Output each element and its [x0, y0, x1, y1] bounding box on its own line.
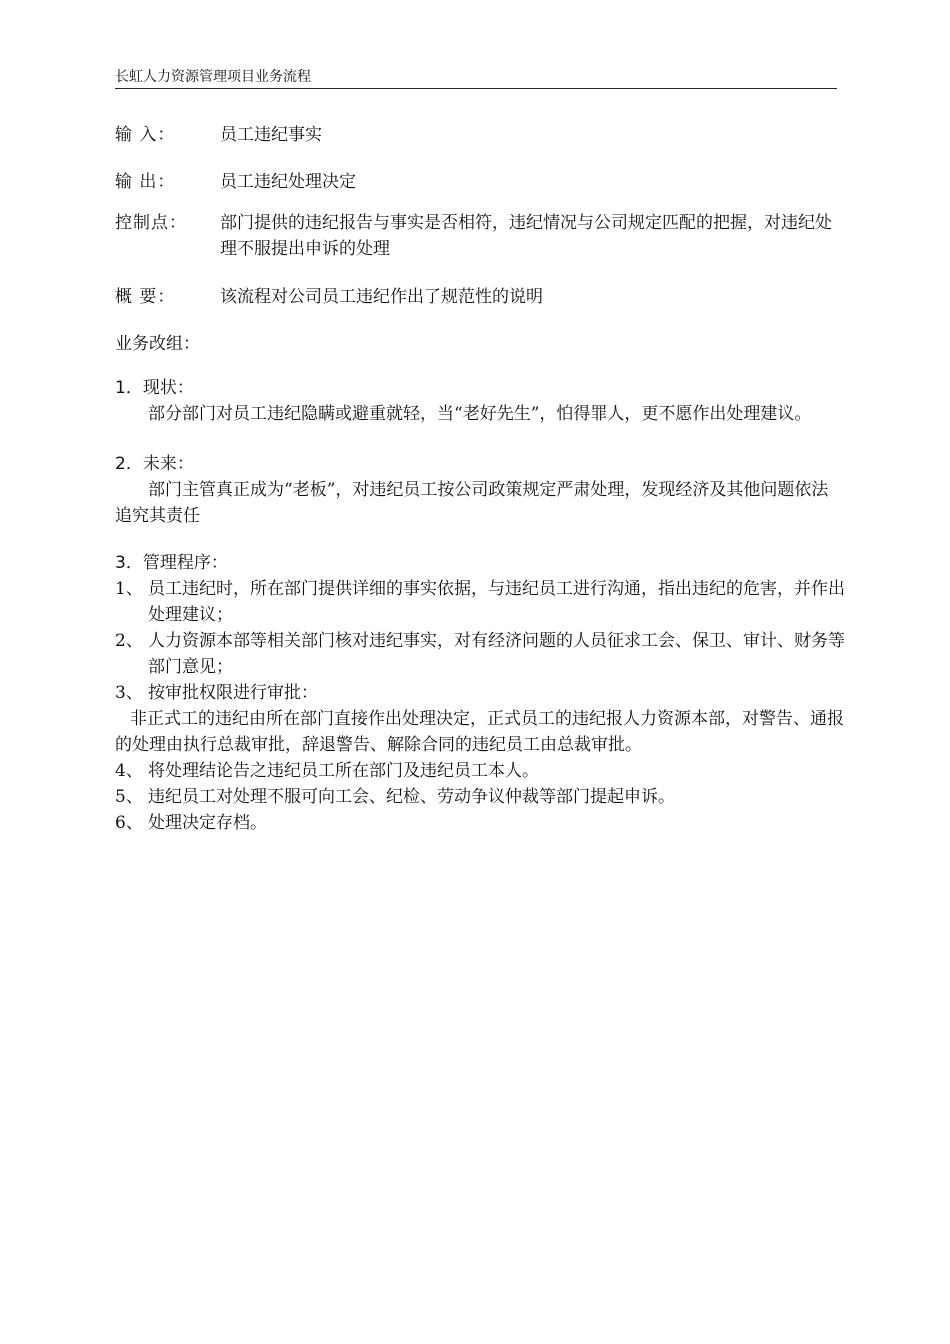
approval-note: 非正式工的违纪由所在部门直接作出处理决定，正式员工的违纪报人力资源本部，对警告、通报的处理由执行总裁审批，辞退警告、解除合同的违纪员工由总裁审批。 [115, 709, 844, 755]
section-title-restructure: 业务改组： [115, 334, 200, 354]
list-item [115, 758, 845, 784]
list-item-text: 违纪员工对处理不服可向工会、纪检、劳动争议仲裁等部门提起申诉。 [148, 787, 675, 807]
list-item [115, 576, 845, 628]
field-label: 控制点： [115, 213, 187, 233]
current-text: 部分部门对员工违纪隐瞒或避重就轻，当“老好先生”，怕得罪人，更不愿作出处理建议。 [148, 404, 812, 424]
field-value: 部门提供的违纪报告与事实是否相符，违纪情况与公司规定匹配的把握，对违纪处理不服提出申诉的处理 [220, 213, 832, 259]
list-item-text: 处理决定存档。 [148, 813, 267, 833]
list-item-text: 人力资源本部等相关部门核对违纪事实，对有经济问题的人员征求工会、保卫、审计、财务等部门意见； [148, 631, 845, 677]
field-control-point [115, 210, 845, 262]
list-item-number: 1、 [115, 579, 143, 599]
section-title-future: 2．未来： [115, 454, 194, 474]
list-item-number: 4、 [115, 761, 143, 781]
list-item-number: 6、 [115, 813, 143, 833]
field-label: 概 要： [115, 287, 176, 307]
field-output [115, 169, 845, 195]
field-label: 输 出： [115, 172, 176, 192]
document-body [115, 120, 845, 836]
section-title-procedure: 3．管理程序： [115, 553, 228, 573]
field-summary [115, 284, 845, 310]
list-item-text: 员工违纪时，所在部门提供详细的事实依据，与违纪员工进行沟通，指出违纪的危害，并作出处理建议； [148, 579, 845, 625]
list-item-number: 5、 [115, 787, 143, 807]
page-header: 长虹人力资源管理项目业务流程 [115, 66, 837, 89]
field-input [115, 122, 845, 148]
list-item [115, 784, 845, 810]
list-item-number: 3、 [115, 683, 143, 703]
list-item-text: 将处理结论告之违纪员工所在部门及违纪员工本人。 [148, 761, 539, 781]
list-item [115, 680, 845, 706]
future-text: 部门主管真正成为“老板”，对违纪员工按公司政策规定严肃处理，发现经济及其他问题依法追究其责任 [115, 480, 829, 526]
field-label: 输 入： [115, 125, 176, 145]
field-value: 该流程对公司员工违纪作出了规范性的说明 [220, 287, 543, 307]
list-item-number: 2、 [115, 631, 143, 651]
section-title-current: 1．现状： [115, 378, 194, 398]
list-item [115, 628, 845, 680]
list-item [115, 810, 845, 836]
field-value: 员工违纪处理决定 [220, 172, 356, 192]
list-item-text: 按审批权限进行审批： [148, 683, 318, 703]
field-value: 员工违纪事实 [220, 125, 322, 145]
